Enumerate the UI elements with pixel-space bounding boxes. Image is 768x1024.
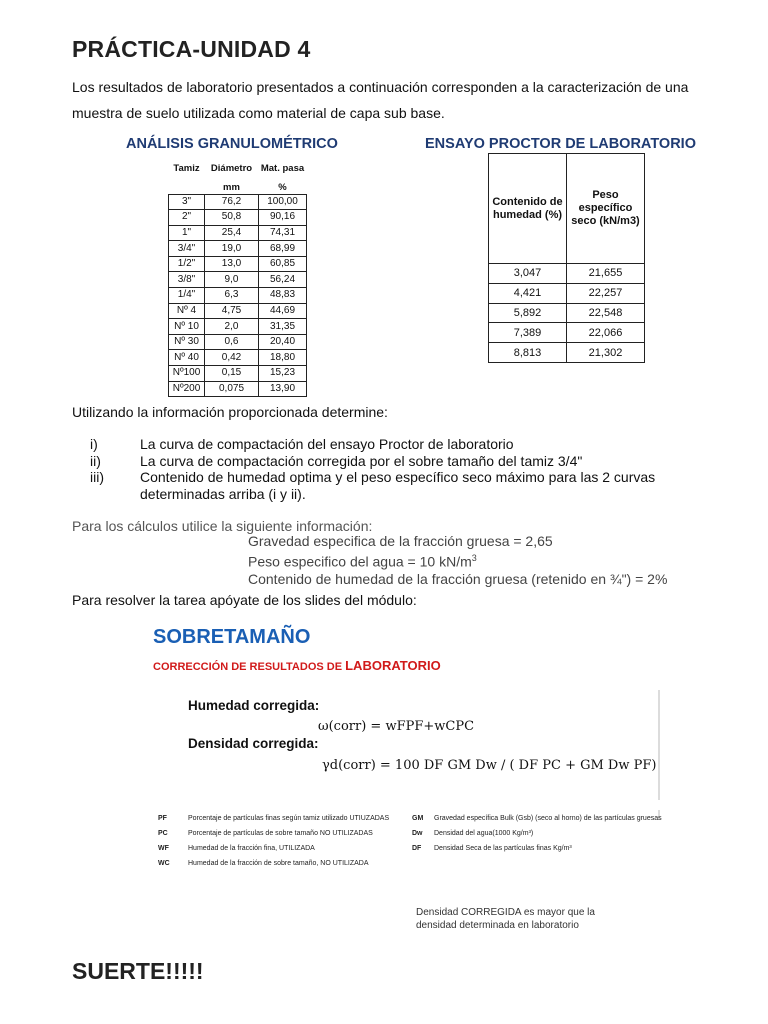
mat-pasa-cell: 31,35	[259, 319, 307, 335]
intro-paragraph: Los resultados de laboratorio presentados a continuación corresponden a la caracterización de una muestra de suelo utilizada como material de capa sub base.	[72, 79, 689, 121]
tamiz-cell: 1"	[169, 225, 205, 241]
proctor-row	[489, 343, 645, 363]
densidad-formula: γd(corr) = 100 DF GM Dw / ( DF PC + GM Dw PF)	[322, 758, 657, 773]
calc-intro: Para los cálculos utilice la siguiente información:	[72, 518, 373, 534]
mat-pasa-cell: 100,00	[259, 194, 307, 210]
tamiz-cell: 1/4"	[169, 288, 205, 304]
task-item	[90, 453, 735, 470]
granulometric-row	[169, 381, 307, 397]
definition-item: PF Porcentaje de partículas finas según tamiz utilizado UTIUZADAS	[158, 815, 390, 822]
task-list	[90, 436, 735, 502]
definition-item: WC Humedad de la fracción de sobre tamaño, NO UTILIZADA	[158, 860, 369, 867]
diametro-cell: 50,8	[205, 210, 259, 226]
task-number: iii)	[90, 469, 104, 485]
mat-pasa-cell: 44,69	[259, 303, 307, 319]
definition-item: GM Gravedad específica Bulk (Gsb) (seco al horno) de las partículas gruesas	[412, 815, 662, 822]
granulometric-row	[169, 303, 307, 319]
task-number: ii)	[90, 452, 101, 469]
diametro-cell: 9,0	[205, 272, 259, 288]
humedad-cell: 7,389	[489, 323, 567, 343]
slide-note: Densidad CORREGIDA es mayor que la densidad determinada en laboratorio	[416, 907, 595, 931]
granulometric-title: ANÁLISIS GRANULOMÉTRICO	[126, 136, 338, 152]
definition-item: WF Humedad de la fracción fina, UTILIZADA	[158, 845, 315, 852]
tamiz-cell: 3"	[169, 194, 205, 210]
col-peso-especifico: Peso específico seco (kN/m3)	[567, 154, 645, 264]
task-text: La curva de compactación corregida por el sobre tamaño del tamiz 3/4"	[140, 452, 583, 469]
peso-especifico-cell: 22,066	[567, 323, 645, 343]
mat-pasa-cell: 68,99	[259, 241, 307, 257]
task-item	[90, 436, 735, 453]
col-humedad: Contenido de humedad (%)	[489, 154, 567, 264]
diametro-cell: 0,42	[205, 350, 259, 366]
peso-especifico-cell: 22,548	[567, 303, 645, 323]
granulometric-row	[169, 366, 307, 382]
granulometric-row	[169, 350, 307, 366]
granulometric-row	[169, 334, 307, 350]
humedad-formula: ω(corr) = wFPF+wCPC	[318, 719, 475, 734]
diametro-cell: 76,2	[205, 194, 259, 210]
closing-text: SUERTE!!!!!	[72, 958, 204, 984]
slide-image	[146, 618, 668, 948]
peso-especifico-cell: 21,655	[567, 264, 645, 284]
tamiz-cell: 2"	[169, 210, 205, 226]
proctor-row	[489, 264, 645, 284]
mat-pasa-cell: 60,85	[259, 256, 307, 272]
humedad-cell: 5,892	[489, 303, 567, 323]
mat-pasa-cell: 20,40	[259, 334, 307, 350]
granulometric-row	[169, 194, 307, 210]
tamiz-cell: 3/8"	[169, 272, 205, 288]
diametro-cell: 13,0	[205, 256, 259, 272]
page-title: PRÁCTICA-UNIDAD 4	[72, 36, 311, 62]
humedad-cell: 4,421	[489, 283, 567, 303]
diametro-cell: 4,75	[205, 303, 259, 319]
proctor-row	[489, 323, 645, 343]
slide-title: SOBRETAMAÑO	[153, 626, 311, 648]
granulometric-row	[169, 256, 307, 272]
granulometric-row	[169, 288, 307, 304]
granulometric-row	[169, 225, 307, 241]
mat-pasa-cell: 15,23	[259, 366, 307, 382]
task-number: i)	[90, 436, 98, 452]
slide-subtitle: CORRECCIÓN DE RESULTADOS DE LABORATORIO	[153, 658, 441, 673]
calc-peso-agua: Peso especifico del agua = 10 $kN/m^3$	[248, 553, 477, 570]
tamiz-cell: Nº200	[169, 381, 205, 397]
definition-item: PC Porcentaje de partículas de sobre tamaño NO UTILIZADAS	[158, 830, 373, 837]
tamiz-cell: Nº100	[169, 366, 205, 382]
mat-pasa-cell: 90,16	[259, 210, 307, 226]
tamiz-cell: Nº 40	[169, 350, 205, 366]
mat-pasa-cell: 18,80	[259, 350, 307, 366]
definitions-right	[412, 814, 668, 853]
proctor-title: ENSAYO PROCTOR DE LABORATORIO	[425, 136, 696, 152]
humedad-cell: 8,813	[489, 343, 567, 363]
definitions-left	[158, 814, 408, 868]
definition-item: Dw Densidad del agua(1000 Kg/m³)	[412, 830, 534, 837]
diametro-cell: 6,3	[205, 288, 259, 304]
tamiz-cell: Nº 30	[169, 334, 205, 350]
humedad-cell: 3,047	[489, 264, 567, 284]
col-mat-pasa: Mat. pasa	[260, 162, 305, 174]
slides-intro: Para resolver la tarea apóyate de los slides del módulo:	[72, 592, 417, 608]
task-text: Contenido de humedad optima y el peso específico seco máximo para las 2 curvas determinadas arriba (i y ii).	[140, 469, 656, 502]
definition-item: DF Densidad Seca de las partículas finas Kg/m³	[412, 845, 572, 852]
granulometric-row	[169, 241, 307, 257]
calc-humedad-gruesa: Contenido de humedad de la fracción gruesa (retenido en ¾") = 2%	[248, 570, 668, 587]
proctor-row	[489, 303, 645, 323]
mat-pasa-cell: 56,24	[259, 272, 307, 288]
calc-info	[248, 533, 667, 588]
diametro-cell: 0,075	[205, 381, 259, 397]
tamiz-cell: 1/2"	[169, 256, 205, 272]
col-diametro: Diámetro	[210, 162, 253, 174]
granulometric-row	[169, 210, 307, 226]
tamiz-cell: Nº 10	[169, 319, 205, 335]
col-tamiz-unit	[169, 182, 205, 194]
proctor-table	[488, 153, 645, 363]
proctor-row	[489, 283, 645, 303]
calc-gravedad: Gravedad especifica de la fracción gruesa = 2,65	[248, 533, 553, 549]
diametro-cell: 0,15	[205, 366, 259, 382]
instruction-text: Utilizando la información proporcionada determine:	[72, 404, 388, 420]
peso-especifico-cell: 21,302	[567, 343, 645, 363]
granulometric-row	[169, 272, 307, 288]
humedad-label: Humedad corregida:	[188, 698, 320, 713]
diametro-cell: 25,4	[205, 225, 259, 241]
task-item	[90, 469, 735, 502]
mat-pasa-cell: 48,83	[259, 288, 307, 304]
col-diametro-unit: mm	[223, 182, 240, 194]
granulometric-table	[168, 154, 307, 397]
granulometric-row	[169, 319, 307, 335]
slide-scroll-mark	[658, 690, 660, 800]
mat-pasa-cell: 13,90	[259, 381, 307, 397]
tamiz-cell: 3/4"	[169, 241, 205, 257]
task-text: La curva de compactación del ensayo Proctor de laboratorio	[140, 436, 514, 452]
diametro-cell: 2,0	[205, 319, 259, 335]
tamiz-cell: Nº 4	[169, 303, 205, 319]
diametro-cell: 0,6	[205, 334, 259, 350]
peso-especifico-cell: 22,257	[567, 283, 645, 303]
col-tamiz: Tamiz	[173, 162, 200, 174]
densidad-label: Densidad corregida:	[188, 736, 319, 751]
col-mat-pasa-unit: %	[278, 182, 287, 194]
diametro-cell: 19,0	[205, 241, 259, 257]
mat-pasa-cell: 74,31	[259, 225, 307, 241]
